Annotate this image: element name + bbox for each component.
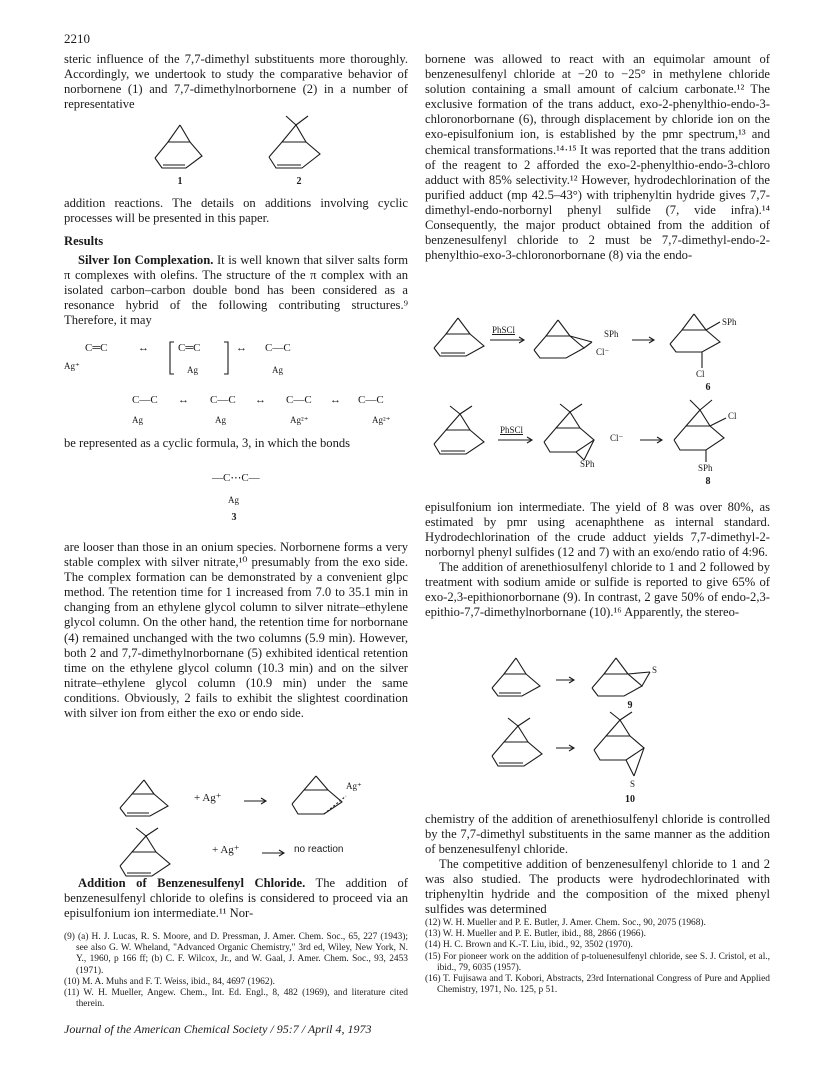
resonance-ag2: Ag [187, 365, 198, 375]
paragraph-text: The addition of benzenesulfenyl chloride to olefins is considered to proceed via an episulfonium ion intermediate.¹¹ Nor- [64, 876, 408, 921]
silver-ion-heading: Silver Ion Complexation. [78, 253, 214, 267]
compound-label-3: 3 [231, 512, 237, 523]
norbornene-structure [488, 656, 546, 698]
resonance-ag5b: Ag²⁺ [290, 415, 309, 425]
resonance-c6: C—C [358, 394, 384, 406]
resonance-arrow: ↔ [330, 394, 341, 406]
compound-10-structure [590, 710, 654, 786]
paragraph-text: The addition of arenethiosulfenyl chloride to 1 and 2 followed by treatment with sodium amide or sulfide is reported to give 65% of exo-2,3-epithionorbornane (9). In contrast, 2 gave 50% of endo-2,3-epithio-7,7-dimethylnorbornane (10).¹⁶ Apparently, the stereo- [425, 560, 770, 620]
episulfonium-structure [530, 316, 600, 360]
resonance-ag4: Ag [132, 415, 143, 425]
journal-footer: Journal of the American Chemical Society / 95:7 / April 4, 1973 [64, 1022, 372, 1036]
norbornene-structure [116, 778, 174, 818]
footnote-9: (9) (a) H. J. Lucas, R. S. Moore, and D. Pressman, J. Amer. Chem. Soc., 65, 227 (1943); see also G. W. Wheland, "Advanced Organic Chemistry," 3rd ed, Wiley, New York, N. Y., 1960, p 166 ff; (b) C. F. Wilcox, Jr., and W. Gaal, J. Amer. Chem. Soc., 93, 2453 (1971). [64, 932, 408, 976]
left-footnotes [64, 932, 408, 1010]
left-para-6 [64, 876, 408, 921]
paragraph-text: addition reactions. The details on additions involving cyclic processes will be presented in this paper. [64, 196, 408, 226]
dimethylnorbornene-structure [116, 826, 176, 878]
addition-heading: Addition of Benzenesulfenyl Chloride. [78, 876, 306, 890]
sph-label: SPh [604, 329, 619, 339]
footnote-12: (12) W. H. Mueller and P. E. Butler, J. Amer. Chem. Soc., 90, 2075 (1968). [425, 918, 706, 928]
left-para-5 [64, 540, 408, 721]
paragraph-text: episulfonium ion intermediate. The yield of 8 was over 80%, as estimated by pmr using acenaphthene as internal standard. Hydrodechlorination of the crude adduct yields 7,7-dimethyl-2-norbornyl phenyl sulfides (12 and 7) with an exo/endo ratio of 4:96. [425, 500, 770, 560]
compound-label-6: 6 [705, 382, 711, 393]
paragraph-text: It is well known that silver salts form π complexes with olefins. The structure of the π complex with an isolated carbon–carbon double bond has been considered as a resonance hybrid of the following contributing structures.⁹ Therefore, it may [64, 253, 408, 328]
page-number: 2210 [64, 31, 90, 46]
compound-label-10: 10 [625, 794, 635, 805]
resonance-arrow: ↔ [178, 394, 189, 406]
paragraph-text: are looser than those in an onium species. Norbornene forms a very stable complex with silver nitrate,¹⁰ presumably from the exo side. The complex formation can be demonstrated by a convenient glpc method. The retention time for 1 increased from 7.0 to 35.1 min in changing from an ethylene glycol column to silver nitrate–ethylene glycol column. On the other hand, the retention time for norbornane (4) remained unchanged with the two columns (5.9 min). However, both 2 and 7,7-dimethylnorbornane (5) exhibited identical retention time on the ethylene glycol column (10.3 min) and on the silver nitrate–ethylene glycol column (10.9 min) under the same conditions. Obviously, 2 fails to exhibit the slightest coordination with silver ion from either the exo or endo side. [64, 540, 408, 721]
reagent-phscl: PhSCl [500, 425, 524, 435]
compound-label-9: 9 [627, 700, 633, 711]
sph-label: SPh [698, 463, 713, 473]
right-footnotes [425, 918, 770, 996]
footnote-13: (13) W. H. Mueller and P. E. Butler, ibid., 88, 2866 (1966). [425, 929, 646, 940]
cyclic-formula-carbons: —C⋯C— [212, 472, 260, 484]
resonance-ag1: Ag⁺ [64, 361, 80, 371]
reaction-arrow [490, 336, 526, 344]
right-para-4 [425, 812, 770, 857]
footnote-10: (10) M. A. Muhs and F. T. Weiss, ibid., 84, 4697 (1962). [64, 976, 275, 987]
sulfur-label: S [652, 665, 658, 675]
chlorine-label: Cl [696, 369, 705, 379]
left-para-3 [64, 253, 408, 328]
paragraph-text: chemistry of the addition of arenethiosulfenyl chloride is controlled by the 7,7-dimethyl substituents in the same manner as the addition of benzenesulfenyl chloride. [425, 812, 770, 857]
reaction-arrow [262, 849, 286, 857]
resonance-c3: C—C [265, 342, 291, 354]
plus-ag-text: + Ag⁺ [212, 844, 240, 856]
cyclic-formula-ag: Ag [228, 495, 239, 505]
resonance-arrow: ↔ [236, 342, 247, 354]
reaction-arrow [498, 436, 534, 444]
reaction-arrow [632, 336, 656, 344]
compound-8-structure [670, 396, 736, 466]
plus-ag-text: + Ag⁺ [194, 792, 222, 804]
paragraph-text: The competitive addition of benzenesulfenyl chloride to 1 and 2 was also studied. The products were hydrodechlorinated with triphenyltin hydride and the composition of the mixed phenyl sulfides was determined [425, 857, 770, 917]
chloride-ion-label: Cl⁻ [610, 433, 624, 443]
resonance-arrow: ↔ [255, 394, 266, 406]
dimethylnorbornene-2-structure [264, 112, 330, 174]
chlorine-label: Cl [728, 411, 737, 421]
reagent-phscl: PhSCl [492, 325, 516, 335]
footnote-15: (15) For pioneer work on the addition of p-toluenesulfenyl chloride, see S. J. Cristol, et al., ibid., 79, 6035 (1957). [425, 951, 770, 973]
right-para-3 [425, 560, 770, 620]
reaction-arrow [640, 436, 664, 444]
resonance-ag6: Ag²⁺ [372, 415, 391, 425]
dimethylnorbornene-structure [430, 404, 492, 456]
resonance-c5b: C—C [286, 394, 312, 406]
norbornene-structure [430, 316, 490, 358]
silver-complex-structure [288, 772, 352, 816]
results-heading: Results [64, 234, 104, 248]
chloride-ion-label: Cl⁻ [596, 347, 610, 357]
right-para-5 [425, 857, 770, 917]
reaction-arrow [556, 744, 576, 752]
ag-plus-label: Ag⁺ [346, 781, 362, 791]
footnote-16: (16) T. Fujisawa and T. Kobori, Abstracts, 23rd International Congress of Pure and Applied Chemistry, 1971, No. 125, p 51. [425, 974, 770, 996]
resonance-c1: C═C [85, 342, 108, 354]
right-para-2 [425, 500, 770, 560]
resonance-c4: C—C [132, 394, 158, 406]
no-reaction-label: no reaction [294, 844, 344, 855]
compound-9-structure [588, 654, 660, 698]
reaction-arrow [556, 676, 576, 684]
paragraph-text: bornene was allowed to react with an equimolar amount of benzenesulfenyl chloride at −20 to −25° in methylene chloride solution containing a small amount of calcium carbonate.¹² The exclusive formation of the trans adduct, exo-2-phenylthio-endo-3-chloronorbornane (6), through displacement by chloride ion on the exo-episulfonium ion, is established by the pmr spectrum,¹³ and chemical transformations.¹⁴·¹⁵ It was reported that the trans addition of the reagent to 2 afforded the exo-2-phenylthio-endo-3-chloro adduct with 85% selectivity.¹² However, hydrodechlorination of the purified adduct (mp 42.5–43°) with triphenyltin hydride gives 7,7-dimethyl-endo-norbornyl phenyl sulfide (7, vide infra).¹⁴ Consequently, the major product obtained from the addition of benzenesulfenyl chloride to 2 must be 7,7-dimethyl-endo-2-phenylthio-exo-3-chloronorbornane (8) via the endo- [425, 52, 770, 263]
footnote-11: (11) W. H. Mueller, Angew. Chem., Int. Ed. Engl., 8, 482 (1969), and literature cited therein. [64, 988, 408, 1010]
resonance-ag3: Ag [272, 365, 283, 375]
compound-label-2: 2 [296, 176, 302, 187]
compound-label-8: 8 [705, 476, 711, 487]
sph-label: SPh [722, 317, 737, 327]
sulfur-label: S [630, 779, 636, 789]
right-para-1 [425, 52, 770, 263]
norbornene-1-structure [150, 120, 210, 175]
resonance-c2: C═C [178, 342, 201, 354]
resonance-bracket [168, 340, 232, 376]
left-para-2 [64, 196, 408, 226]
compound-label-1: 1 [177, 176, 183, 187]
resonance-ag5: Ag [215, 415, 226, 425]
sph-label: SPh [580, 459, 595, 469]
paragraph-text: be represented as a cyclic formula, 3, in which the bonds [64, 436, 351, 450]
paragraph-text: steric influence of the 7,7-dimethyl substituents more thoroughly. Accordingly, we undertook to study the comparative behavior of norbornene (1) and 7,7-dimethylnorbornene (2) in a number of representative [64, 52, 408, 112]
left-para-4 [64, 436, 408, 451]
dimethylnorbornene-structure [488, 716, 548, 768]
left-para-1 [64, 52, 408, 112]
endo-episulfonium-structure [540, 402, 606, 464]
reaction-arrow [244, 797, 268, 805]
resonance-arrow: ↔ [138, 342, 149, 354]
footnote-14: (14) H. C. Brown and K.-T. Liu, ibid., 92, 3502 (1970). [425, 940, 633, 951]
resonance-c5: C—C [210, 394, 236, 406]
